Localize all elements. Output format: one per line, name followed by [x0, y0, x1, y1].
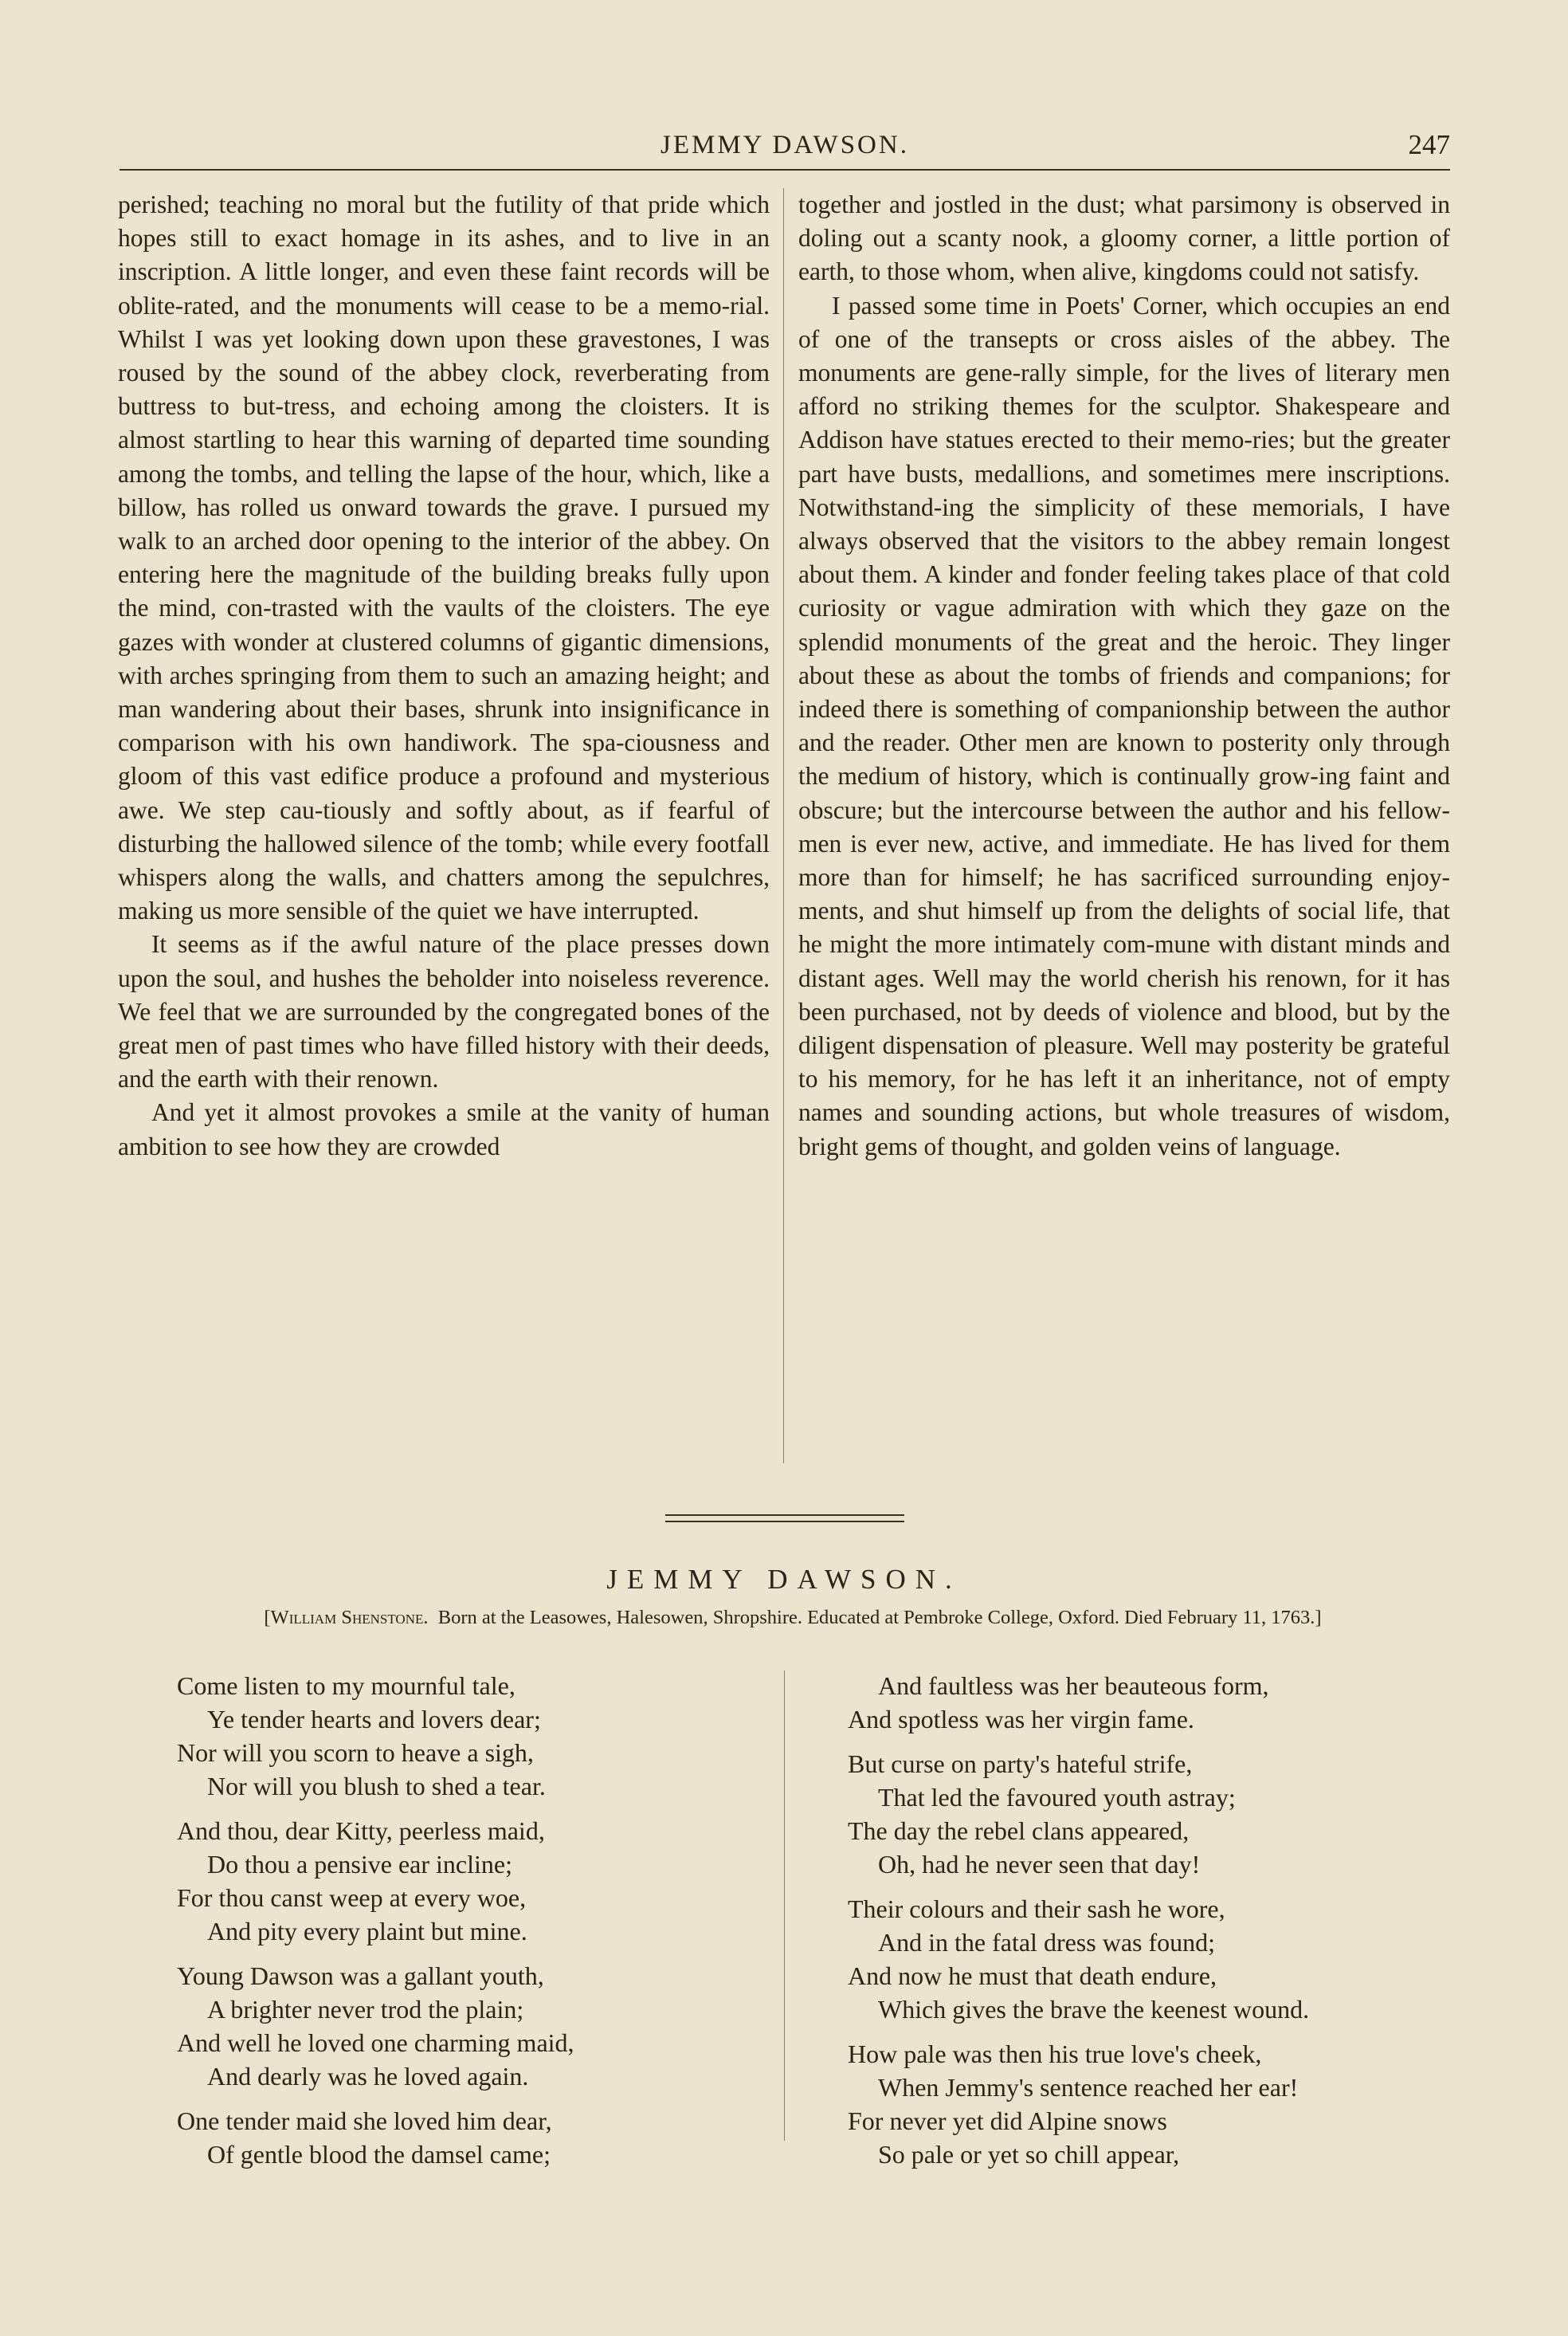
running-title: JEMMY DAWSON. [661, 131, 909, 159]
poem-line: And spotless was her virgin fame. [848, 1705, 1194, 1733]
poem-right-column [848, 1669, 1453, 2182]
running-head [120, 128, 1450, 164]
poem-author-details: Born at the Leasowes, Halesowen, Shropshire. Educated at Pembroke College, Oxford. Died February 11, 1763. [437, 1607, 1315, 1628]
poem-line: And in the fatal dress was found; [878, 1928, 1216, 1957]
poem-stanza [848, 1892, 1453, 2026]
poem-line: Do thou a pensive ear incline; [207, 1850, 512, 1879]
left-column [118, 188, 770, 1164]
poem-line: So pale or yet so chill appear, [878, 2140, 1180, 2169]
paragraph: It seems as if the awful nature of the place presses down upon the soul, and hushes the beholder into noiseless reverence. We feel that we are surrounded by the congregated bones of the great men of past times who have filled history with their deeds, and the earth with their renown. [118, 930, 770, 1093]
poem-line: When Jemmy's sentence reached her ear! [878, 2073, 1299, 2102]
poem-line: Oh, had he never seen that day! [878, 1850, 1201, 1879]
section-rule [665, 1521, 904, 1522]
column-divider [783, 188, 784, 1463]
poem-stanza [177, 2104, 751, 2171]
right-column [798, 188, 1450, 1164]
poem-column-divider [784, 1671, 785, 2141]
poem-line: And pity every plaint but mine. [207, 1917, 527, 1945]
poem-line: But curse on party's hateful strife, [848, 1749, 1193, 1778]
poem-line: And dearly was he loved again. [207, 2062, 529, 2091]
poem-line: A brighter never trod the plain; [207, 1995, 524, 2024]
paragraph: I passed some time in Poets' Corner, which occupies an end of one of the transepts or cross aisles of the abbey. The monuments are gene-rally simple, for the lives of literary men afford no striking themes for the sculptor. Shakespeare and Addison have statues erected to their memo-ries; but the greater part have busts, medallions, and sometimes mere inscriptions. Notwithstand-ing the simplicity of these memorials, I have always observed that the visitors to the abbey remain longest about them. A kinder and fonder feeling takes place of that cold curiosity or vague admiration with which they gaze on the splendid monuments of the great and the heroic. They linger about these as about the tombs of friends and companions; for indeed there is something of companionship between the author and the reader. Other men are known to posterity only through the medium of history, which is continually grow-ing faint and obscure; but the intercourse between the author and his fellow-men is ever new, active, and immediate. He has lived for them more than for himself; he has sacrificed surrounding enjoy-ments, and shut himself up from the delights of social life, that he might the more intimately com-mune with distant minds and distant ages. Well may the world cherish his renown, for it has been purchased, not by deeds of violence and blood, but by the diligent dispensation of pleasure. Well may posterity be grateful to his memory, for he has left it an inheritance, not of empty names and sounding actions, but whole treasures of wisdom, bright gems of thought, and golden veins of language. [798, 291, 1450, 1160]
paragraph: perished; teaching no moral but the futility of that pride which hopes still to exact homage in its ashes, and to live in an inscription. A little longer, and even these faint records will be oblite-rated, and the monuments will cease to be a memo-rial. Whilst I was yet looking down upon these gravestones, I was roused by the sound of the abbey clock, reverberating from buttress to but-tress, and echoing among the cloisters. It is almost startling to hear this warning of departed time sounding among the tombs, and telling the lapse of the hour, which, like a billow, has rolled us onward towards the grave. I pursued my walk to an arched door opening to the interior of the abbey. On entering here the magnitude of the building breaks fully upon the mind, con-trasted with the vaults of the cloisters. The eye gazes with wonder at clustered columns of gigantic dimensions, with arches springing from them to such an amazing height; and man wandering about their bases, shrunk into insignificance in comparison with his own handiwork. The spa-ciousness and gloom of this vast edifice produce a profound and mysterious awe. We step cau-tiously and softly about, as if fearful of disturbing the hallowed silence of the tomb; while every footfall whispers along the walls, and chatters among the sepulchres, making us more sensible of the quiet we have interrupted. [118, 190, 770, 925]
poem-line: Which gives the brave the keenest wound. [878, 1995, 1310, 2024]
poem-line: Nor will you scorn to heave a sigh, [177, 1738, 534, 1767]
poem-left-column [177, 1669, 751, 2182]
poem-line: And thou, dear Kitty, peerless maid, [177, 1816, 545, 1845]
poem-author-note: [William Shenstone. Born at the Leasowes, Halesowen, Shropshire. Educated at Pembroke College, Oxford. Died February 11, 1763.] [264, 1607, 1322, 1628]
poem-title: JEMMY DAWSON. [606, 1564, 962, 1595]
poem-line: And well he loved one charming maid, [177, 2028, 574, 2057]
poem-line: Their colours and their sash he wore, [848, 1894, 1225, 1923]
poem-stanza [177, 1814, 751, 1948]
poem-stanza [177, 1669, 751, 1803]
poem-line: One tender maid she loved him dear, [177, 2106, 552, 2135]
poem-line: And now he must that death endure, [848, 1961, 1217, 1990]
poem-stanza [177, 1959, 751, 2093]
poem-line: Nor will you blush to shed a tear. [207, 1772, 546, 1800]
poem-stanza [848, 1747, 1453, 1881]
page-number: 247 [1408, 129, 1450, 160]
poem-author: William Shenstone. [270, 1607, 429, 1628]
paragraph: And yet it almost provokes a smile at the vanity of human ambition to see how they are crowded [118, 1098, 770, 1160]
header-rule [120, 169, 1450, 171]
poem-line: And faultless was her beauteous form, [878, 1671, 1269, 1700]
poem-line: Ye tender hearts and lovers dear; [207, 1705, 541, 1733]
poem-line: That led the favoured youth astray; [878, 1783, 1236, 1812]
poem-line: How pale was then his true love's cheek, [848, 2040, 1262, 2068]
poem-line: The day the rebel clans appeared, [848, 1816, 1190, 1845]
section-rule [665, 1514, 904, 1516]
poem-line: Come listen to my mournful tale, [177, 1671, 515, 1700]
poem-stanza [848, 2037, 1453, 2171]
poem-line: Of gentle blood the damsel came; [207, 2140, 551, 2169]
poem-line: For thou canst weep at every woe, [177, 1883, 527, 1912]
poem-stanza [848, 1669, 1453, 1736]
poem-line: Young Dawson was a gallant youth, [177, 1961, 544, 1990]
paragraph: together and jostled in the dust; what parsimony is observed in doling out a scanty nook, a gloomy corner, a little portion of earth, to those whom, when alive, kingdoms could not satisfy. [798, 190, 1450, 286]
poem-line: For never yet did Alpine snows [848, 2106, 1167, 2135]
